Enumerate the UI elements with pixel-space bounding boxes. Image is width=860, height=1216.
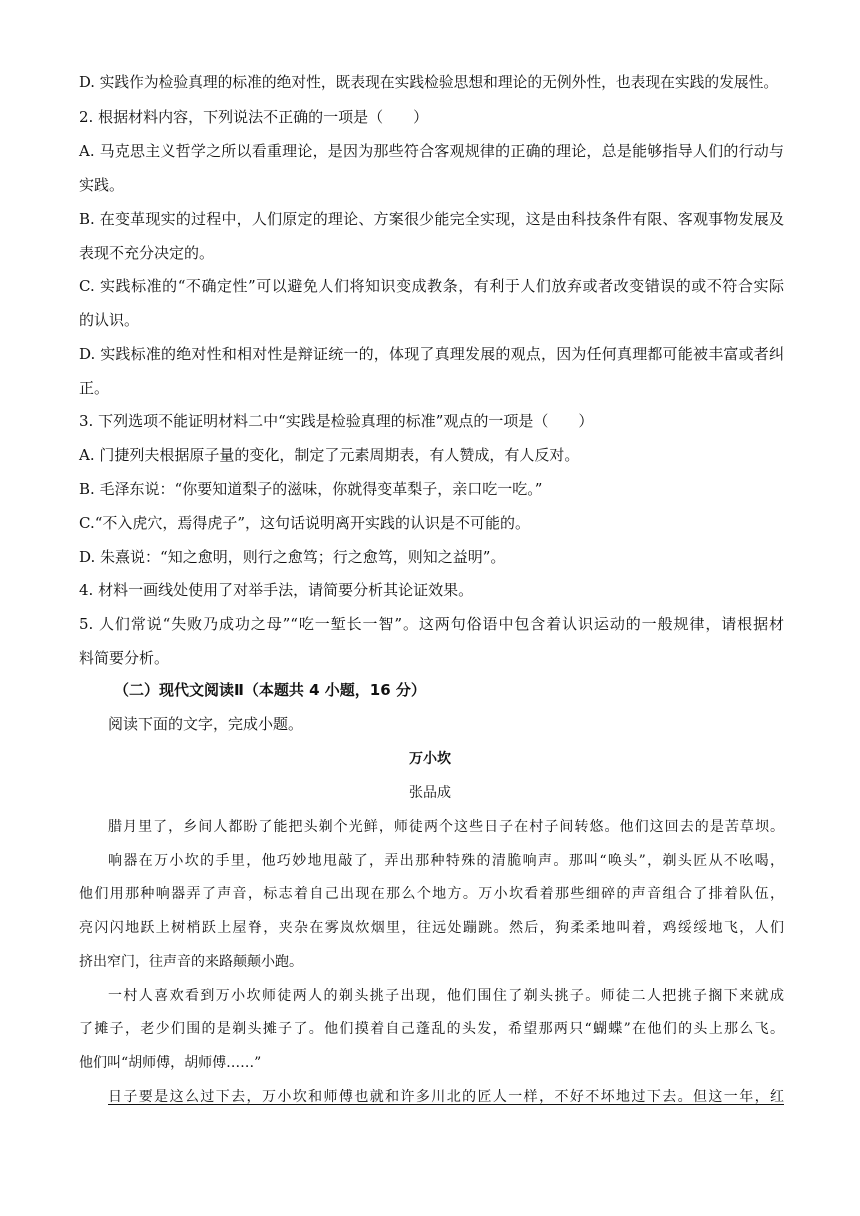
story-author: 张品成 xyxy=(409,785,451,801)
story-paragraph-2-line3: 亮闪闪地跃上树梢跃上屋脊，夹杂在雾岚炊烟里，往远处蹦跳。然后，狗柔柔地叫着，鸡绥绥地飞，人们 xyxy=(79,920,784,936)
q5-stem-line2: 料简要分析。 xyxy=(79,649,170,667)
q3-option-a: A. 门捷列夫根据原子量的变化，制定了元素周期表，有人赞成，有人反对。 xyxy=(79,446,580,464)
section-heading: （二）现代文阅读Ⅱ（本题共 4 小题，16 分） xyxy=(114,681,426,699)
q2-stem: 2. 根据材料内容，下列说法不正确的一项是（ ） xyxy=(79,108,429,126)
story-paragraph-4-underlined-line: 日子要是这么过下去，万小坎和师傅也就和许多川北的匠人一样，不好不坏地过下去。但这一年，红 xyxy=(108,1089,784,1105)
section-instruction: 阅读下面的文字，完成小题。 xyxy=(108,715,304,733)
story-paragraph-3-line3: 他们叫“胡师傅，胡师傅……” xyxy=(79,1055,262,1071)
q1-option-d: D. 实践作为检验真理的标准的绝对性，既表现在实践检验思想和理论的无例外性，也表现在实践的发展性。 xyxy=(79,74,779,91)
story-paragraph-2-line1: 响器在万小坎的手里，他巧妙地甩敲了，弄出那种特殊的清脆响声。那叫“唤头”，剃头匠从不吆喝， xyxy=(108,853,784,869)
q3-option-b: B. 毛泽东说：“你要知道梨子的滋味，你就得变革梨子，亲口吃一吃。” xyxy=(79,480,543,498)
q3-option-d: D. 朱熹说：“知之愈明，则行之愈笃；行之愈笃，则知之益明”。 xyxy=(79,548,506,566)
story-paragraph-2-line2: 他们用那种响器弄了声音，标志着自己出现在那么个地方。万小坎看着那些细碎的声音组合了排着队伍， xyxy=(79,886,784,902)
q2-option-c-line1: C. 实践标准的“不确定性”可以避免人们将知识变成教条，有利于人们放弃或者改变错误的或不符合实际 xyxy=(79,277,784,295)
q2-option-b-line2: 表现不充分决定的。 xyxy=(79,244,215,262)
q2-option-c-line2: 的认识。 xyxy=(79,311,140,329)
story-paragraph-3-line1: 一村人喜欢看到万小坎师徒两人的剃头挑子出现，他们围住了剃头挑子。师徒二人把挑子搁下来就成 xyxy=(108,988,784,1004)
q3-option-c: C.“不入虎穴，焉得虎子”，这句话说明离开实践的认识是不可能的。 xyxy=(79,514,531,532)
story-title: 万小坎 xyxy=(409,751,451,767)
story-paragraph-3-line2: 了摊子，老少们围的是剃头摊子了。他们摸着自己蓬乱的头发，希望那两只“蝴蝶”在他们的头上那么飞。 xyxy=(79,1021,784,1037)
q2-option-a-line1: A. 马克思主义哲学之所以看重理论，是因为那些符合客观规律的正确的理论，总是能够指导人们的行动与 xyxy=(79,142,784,160)
q5-stem-line1: 5. 人们常说“失败乃成功之母”“吃一堑长一智”。这两句俗语中包含着认识运动的一般规律，请根据材 xyxy=(79,615,784,633)
q4-stem: 4. 材料一画线处使用了对举手法，请简要分析其论证效果。 xyxy=(79,581,474,599)
story-paragraph-1: 腊月里了，乡间人都盼了能把头剃个光鲜，师徒两个这些日子在村子间转悠。他们这回去的是苦草坝。 xyxy=(108,819,784,835)
q2-option-a-line2: 实践。 xyxy=(79,176,125,194)
q2-option-d-line1: D. 实践标准的绝对性和相对性是辩证统一的，体现了真理发展的观点，因为任何真理都可能被丰富或者纠 xyxy=(79,345,784,363)
story-paragraph-2-line4: 挤出窄门，往声音的来路颠颠小跑。 xyxy=(79,954,303,970)
q2-option-b-line1: B. 在变革现实的过程中，人们原定的理论、方案很少能完全实现，这是由科技条件有限、客观事物发展及 xyxy=(79,210,784,228)
q3-stem: 3. 下列选项不能证明材料二中“实践是检验真理的标准”观点的一项是（ ） xyxy=(79,412,594,430)
q2-option-d-line2: 正。 xyxy=(79,379,110,397)
